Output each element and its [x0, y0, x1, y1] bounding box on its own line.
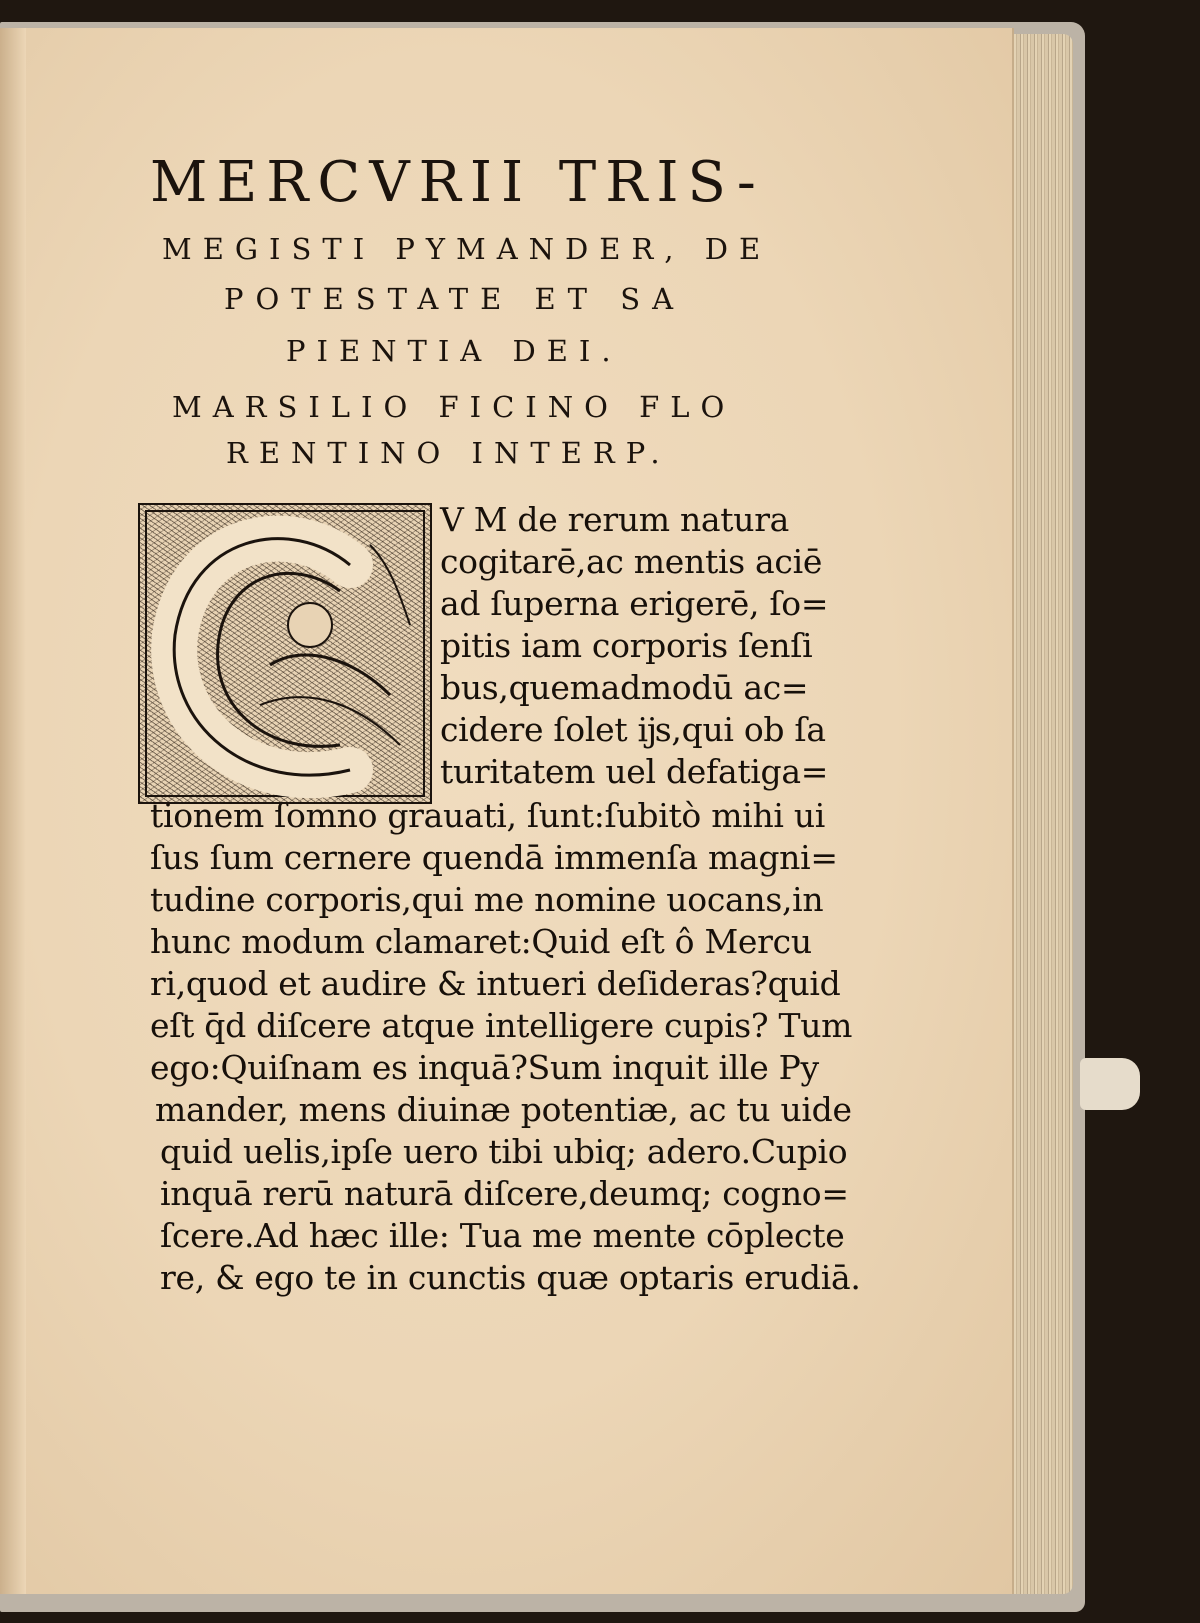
- title-line-1: MERCVRII TRIS-: [150, 150, 765, 215]
- text-line: cidere ſolet ĳs,qui ob ſa: [440, 710, 826, 749]
- text-line: inquā rerū naturā diſcere,deumq; cogno=: [160, 1174, 849, 1213]
- text-line: V M de rerum natura: [440, 500, 790, 539]
- text-line: mander, mens diuinæ potentiæ, ac tu uide: [155, 1090, 852, 1129]
- text-line: bus,quemadmodū ac=: [440, 668, 809, 707]
- title-line-6: RENTINO INTERP.: [226, 436, 671, 470]
- page-gutter: [0, 28, 26, 1594]
- text-line: ri,quod et audire & intueri deſideras?quid: [150, 964, 841, 1003]
- book-page: [0, 28, 1014, 1594]
- title-line-2: MEGISTI PYMANDER, DE: [162, 232, 772, 266]
- woodcut-initial-c-icon: [138, 503, 432, 804]
- title-line-5: MARSILIO FICINO FLO: [172, 390, 736, 424]
- text-line: hunc modum clamaret:Quid eſt ô Mercu: [150, 922, 812, 961]
- woodcut-initial-c-icon: [140, 505, 430, 802]
- text-line: cogitarē,ac mentis aciē: [440, 542, 823, 581]
- text-line: tudine corporis,qui me nomine uocans,in: [150, 880, 824, 919]
- text-line: ſcere.Ad hæc ille: Tua me mente cōplecte: [160, 1216, 845, 1255]
- text-line: ſus ſum cernere quendā immenſa magni=: [150, 838, 838, 877]
- text-line: ego:Quiſnam es inquā?Sum inquit ille Py: [150, 1048, 819, 1087]
- title-line-3: POTESTATE ET SA: [224, 282, 686, 316]
- text-line: quid uelis,ipſe uero tibi ubiq; adero.Cupio: [160, 1132, 848, 1171]
- text-line: re, & ego te in cunctis quæ optaris erudiā.: [160, 1258, 861, 1297]
- text-line: ad ſuperna erigerē, ſo=: [440, 584, 829, 623]
- text-line: turitatem uel defatiga=: [440, 752, 829, 791]
- text-line: tionem ſomno grauati, ſunt:ſubitò mihi ui: [150, 796, 826, 835]
- bookmark-ribbon: [1080, 1058, 1140, 1110]
- title-line-4: PIENTIA DEI.: [286, 334, 622, 368]
- text-line: pitis iam corporis ſenſi: [440, 626, 813, 665]
- text-line: eſt q̄d diſcere atque intelligere cupis? Tum: [150, 1006, 853, 1045]
